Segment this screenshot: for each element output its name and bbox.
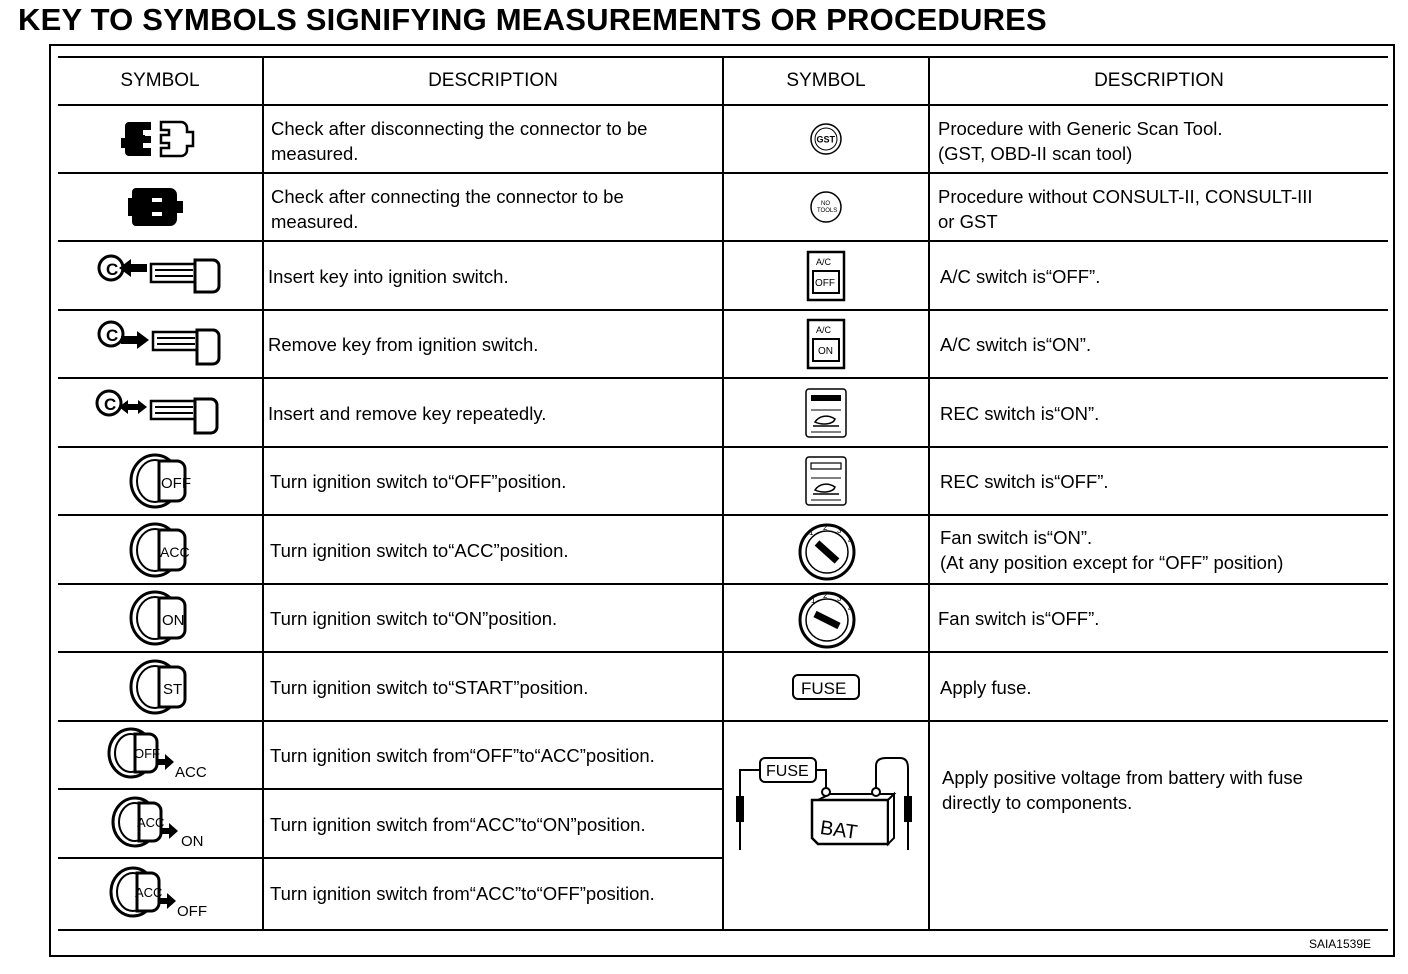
gst-icon bbox=[724, 106, 928, 172]
description-line: REC switch is“OFF”. bbox=[940, 471, 1109, 492]
ignition-off-to-acc-icon bbox=[58, 722, 262, 788]
description-connector-disconnected: Check after disconnecting the connector to be measured. bbox=[271, 118, 648, 164]
from-label: ACC bbox=[135, 885, 163, 900]
svg-text:C: C bbox=[106, 326, 119, 345]
no-tools-label-line: TOOLS bbox=[817, 208, 838, 214]
ac-off-switch-icon bbox=[724, 242, 928, 309]
battery-fuse-icon bbox=[724, 722, 928, 929]
description-connector-connected: Check after connecting the connector to be measured. bbox=[271, 186, 624, 232]
description-gst bbox=[938, 116, 1383, 166]
description-ignition-start: Turn ignition switch to“START”position. bbox=[270, 677, 589, 698]
connector-disconnected-icon bbox=[58, 106, 262, 172]
to-label: OFF bbox=[177, 903, 207, 920]
symbols-table-frame bbox=[49, 44, 1395, 957]
description-ignition-off: Turn ignition switch to“OFF”position. bbox=[270, 471, 567, 492]
description-ac-on bbox=[940, 332, 1385, 357]
ignition-acc-to-on-icon bbox=[58, 790, 262, 857]
insert-remove-key-icon bbox=[58, 379, 262, 446]
ac-label: A/C bbox=[816, 325, 832, 335]
description-ignition-acc: Turn ignition switch to“ACC”position. bbox=[270, 540, 569, 561]
description-insert-remove-key: Insert and remove key repeatedly. bbox=[268, 403, 547, 424]
header-description-left: DESCRIPTION bbox=[428, 70, 558, 91]
ignition-acc-icon bbox=[58, 516, 262, 583]
description-rec-on bbox=[940, 401, 1385, 426]
fan-number: 4 bbox=[848, 604, 853, 613]
ignition-start-icon bbox=[58, 653, 262, 720]
ignition-label: OFF bbox=[161, 475, 191, 492]
description-line: (GST, OBD-II scan tool) bbox=[938, 143, 1133, 164]
description-battery-fuse bbox=[942, 765, 1382, 815]
gst-label: GST bbox=[816, 134, 836, 145]
fan-number: 1 bbox=[811, 596, 816, 605]
ignition-acc-to-off-icon bbox=[58, 859, 262, 929]
fan-number: 2 bbox=[823, 591, 828, 600]
ac-state-label: ON bbox=[818, 346, 833, 357]
description-insert-key: Insert key into ignition switch. bbox=[268, 266, 509, 287]
description-line: Apply positive voltage from battery with fuse bbox=[942, 767, 1303, 788]
description-line: Apply fuse. bbox=[940, 677, 1032, 698]
insert-key-icon bbox=[58, 242, 262, 309]
description-line: Fan switch is“OFF”. bbox=[938, 608, 1100, 629]
header-symbol-left: SYMBOL bbox=[120, 70, 200, 91]
fan-number: 2 bbox=[823, 522, 828, 532]
description-line: Fan switch is“ON”. bbox=[940, 527, 1093, 548]
figure-code: SAIA1539E bbox=[1308, 937, 1371, 951]
ignition-label: ST bbox=[163, 680, 183, 698]
description-line: or GST bbox=[938, 211, 998, 232]
battery-label: BAT bbox=[818, 816, 859, 844]
fuse-label: FUSE bbox=[766, 763, 809, 780]
ignition-on-icon bbox=[58, 585, 262, 651]
description-ignition-on: Turn ignition switch to“ON”position. bbox=[270, 608, 558, 629]
from-label: OFF bbox=[134, 746, 160, 761]
description-acc-to-on: Turn ignition switch from“ACC”to“ON”position. bbox=[270, 814, 646, 835]
ac-on-switch-icon bbox=[724, 311, 928, 377]
svg-text:C: C bbox=[104, 394, 117, 414]
ignition-off-icon bbox=[58, 448, 262, 514]
page-title: KEY TO SYMBOLS SIGNIFYING MEASUREMENTS OR PROCEDURES bbox=[18, 2, 1047, 37]
description-line: REC switch is“ON”. bbox=[940, 403, 1100, 424]
fuse-icon bbox=[724, 653, 928, 720]
no-tools-icon bbox=[724, 174, 928, 240]
ignition-label: ACC bbox=[160, 543, 190, 560]
ignition-label: ON bbox=[162, 612, 185, 629]
fan-number: 3 bbox=[837, 594, 842, 603]
to-label: ACC bbox=[175, 764, 207, 781]
header-symbol-right: SYMBOL bbox=[786, 70, 866, 91]
description-no-tools bbox=[938, 184, 1383, 234]
column-divider bbox=[262, 56, 264, 930]
description-line: (At any position except for “OFF” position) bbox=[940, 552, 1284, 573]
ac-label: A/C bbox=[816, 256, 832, 267]
ac-state-label: OFF bbox=[815, 277, 835, 289]
from-label: ACC bbox=[137, 814, 165, 830]
svg-text:C: C bbox=[106, 259, 119, 279]
description-line: A/C switch is“ON”. bbox=[940, 334, 1092, 355]
fan-number: 1 bbox=[809, 527, 814, 537]
no-tools-label-line: NO bbox=[821, 201, 830, 207]
fuse-label: FUSE bbox=[801, 678, 847, 698]
description-line: directly to components. bbox=[942, 792, 1133, 813]
description-acc-to-off: Turn ignition switch from“ACC”to“OFF”position. bbox=[270, 883, 655, 904]
description-line: A/C switch is“OFF”. bbox=[940, 266, 1101, 287]
rec-off-switch-icon bbox=[724, 448, 928, 514]
description-fan-off bbox=[938, 606, 1383, 631]
fan-on-switch-icon bbox=[724, 516, 928, 583]
description-rec-off bbox=[940, 469, 1385, 494]
description-fuse bbox=[940, 675, 1385, 700]
column-divider bbox=[928, 56, 930, 930]
fan-number: 4 bbox=[848, 535, 853, 545]
connector-connected-icon bbox=[58, 174, 262, 240]
description-line: Procedure without CONSULT-II, CONSULT-III bbox=[938, 186, 1313, 207]
fan-off-switch-icon bbox=[724, 585, 928, 651]
description-off-to-acc: Turn ignition switch from“OFF”to“ACC”position. bbox=[270, 745, 655, 766]
to-label: ON bbox=[181, 832, 204, 850]
description-ac-off bbox=[940, 264, 1385, 289]
rec-on-switch-icon bbox=[724, 379, 928, 446]
remove-key-icon bbox=[58, 311, 262, 377]
description-remove-key: Remove key from ignition switch. bbox=[268, 334, 539, 355]
description-line: Procedure with Generic Scan Tool. bbox=[938, 118, 1223, 139]
header-description-right: DESCRIPTION bbox=[1094, 70, 1224, 91]
symbols-table bbox=[58, 56, 1388, 931]
fan-number: 3 bbox=[837, 525, 842, 535]
description-fan-on bbox=[940, 525, 1385, 575]
